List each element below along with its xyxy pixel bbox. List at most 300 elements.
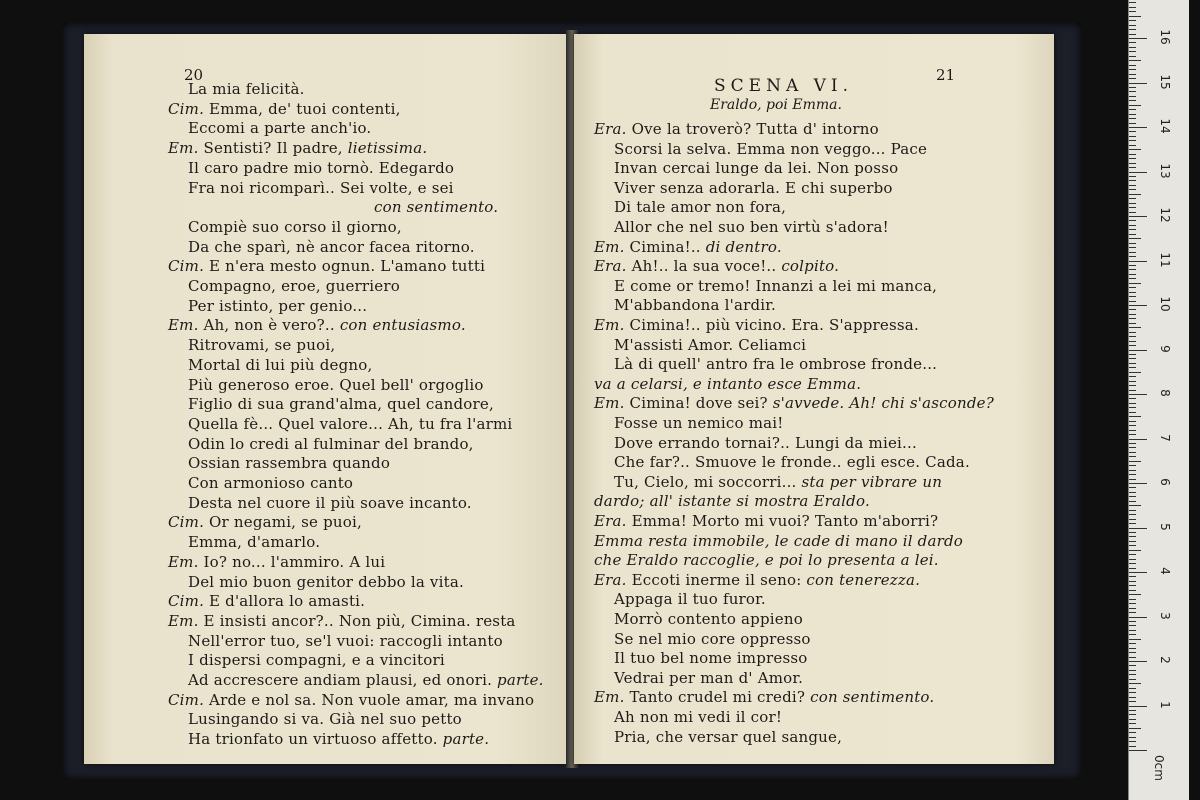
- ruler-tick: [1129, 688, 1136, 689]
- ruler-tick: [1129, 479, 1136, 480]
- ruler-tick: [1129, 657, 1136, 658]
- ruler-tick: [1129, 563, 1136, 564]
- ruler-tick: [1129, 2, 1136, 3]
- ruler-tick: [1129, 247, 1136, 248]
- text-line: [188, 415, 512, 433]
- text-line: [188, 435, 474, 453]
- ruler-number: 2: [1158, 656, 1172, 664]
- ruler-tick: [1129, 470, 1136, 471]
- ruler-tick: [1129, 452, 1136, 453]
- speaker-name: Era.: [594, 570, 627, 589]
- stage-direction: con entusiasmo.: [339, 316, 466, 335]
- verse-text: Cimina!..: [629, 237, 701, 256]
- verse-text: Se nel mio core oppresso: [614, 629, 811, 648]
- verse-text: E n'era mesto ognun. L'amano tutti: [209, 257, 486, 276]
- ruler-tick: [1129, 612, 1136, 613]
- text-line: [594, 394, 994, 412]
- verse-text: Ah, non è vero?..: [203, 316, 335, 335]
- ruler-tick: [1129, 376, 1136, 377]
- verse-text: Figlio di sua grand'alma, quel candore,: [188, 395, 494, 414]
- verse-text: Odin lo credi al fulminar del brando,: [188, 434, 474, 453]
- ruler-tick: [1129, 47, 1136, 48]
- text-line: [188, 277, 400, 295]
- text-line: [594, 492, 870, 510]
- stage-direction: dardo; all' istante si mostra Eraldo.: [594, 492, 870, 511]
- text-line: [614, 296, 776, 314]
- ruler-tick: [1129, 750, 1147, 751]
- text-line: [614, 140, 927, 158]
- speaker-name: Em.: [168, 316, 199, 335]
- verse-text: Di tale amor non fora,: [614, 198, 787, 217]
- ruler-tick: [1129, 710, 1136, 711]
- text-line: [168, 316, 466, 334]
- ruler-tick: [1129, 367, 1136, 368]
- stage-direction: s'avvede. Ah! chi s'asconde?: [772, 394, 994, 413]
- ruler-tick: [1129, 599, 1136, 600]
- ruler-tick: [1129, 109, 1136, 110]
- ruler-number: 8: [1158, 389, 1172, 397]
- ruler-tick: [1129, 519, 1136, 520]
- ruler-tick: [1129, 541, 1136, 542]
- verse-text: Tanto crudel mi credi?: [629, 688, 806, 707]
- ruler-tick: [1129, 283, 1141, 284]
- ruler-tick: [1129, 305, 1147, 306]
- text-line: [188, 297, 367, 315]
- text-line: [614, 355, 937, 373]
- ruler-tick: [1129, 714, 1136, 715]
- ruler-unit-label: 0cm: [1152, 755, 1166, 781]
- speaker-name: Era.: [594, 512, 627, 530]
- ruler-tick: [1129, 74, 1136, 75]
- ruler-tick: [1129, 60, 1141, 61]
- speaker-name: Cim.: [168, 257, 205, 276]
- ruler-tick: [1129, 648, 1136, 649]
- ruler-number: 16: [1158, 29, 1172, 45]
- text-line: [594, 375, 861, 393]
- text-line: [594, 551, 939, 569]
- text-line: [188, 395, 494, 413]
- ruler-tick: [1129, 20, 1136, 21]
- ruler-tick: [1129, 269, 1136, 270]
- ruler-number: 3: [1158, 611, 1172, 620]
- ruler-tick: [1129, 158, 1136, 159]
- ruler-tick: [1129, 523, 1136, 524]
- ruler-tick: [1129, 256, 1136, 257]
- ruler-tick: [1129, 385, 1136, 386]
- speaker-name: Em.: [594, 688, 625, 707]
- verse-text: Mortal di lui più degno,: [188, 355, 373, 374]
- ruler-tick: [1129, 25, 1136, 26]
- ruler-tick: [1129, 630, 1136, 631]
- ruler-tick: [1129, 447, 1136, 448]
- ruler-tick: [1129, 439, 1147, 440]
- ruler-tick: [1129, 105, 1141, 106]
- ruler-tick: [1129, 278, 1136, 279]
- ruler-tick: [1129, 51, 1136, 52]
- text-line: [168, 691, 534, 709]
- ruler-tick: [1129, 243, 1136, 244]
- ruler-tick: [1129, 532, 1136, 533]
- ruler-tick: [1129, 496, 1136, 497]
- text-line: [168, 100, 401, 118]
- verse-text: Lusingando si va. Già nel suo petto: [188, 710, 462, 729]
- verse-text: Cimina!.. più vicino. Era. S'appressa.: [629, 316, 919, 334]
- ruler-tick: [1129, 292, 1136, 293]
- ruler-tick: [1129, 318, 1136, 319]
- text-line: [168, 139, 427, 157]
- speaker-name: Era.: [594, 257, 627, 276]
- ruler-number: 1: [1158, 700, 1172, 709]
- ruler-tick: [1129, 585, 1136, 586]
- text-line: [168, 257, 485, 275]
- ruler-tick: [1129, 505, 1141, 506]
- text-line: [188, 651, 445, 669]
- ruler-tick: [1129, 327, 1141, 328]
- ruler-tick: [1129, 229, 1136, 230]
- text-line: [594, 120, 879, 138]
- ruler-tick: [1129, 550, 1141, 551]
- stage-direction: va a celarsi, e intanto esce Emma.: [594, 374, 862, 393]
- text-line: [614, 453, 970, 471]
- ruler-tick: [1129, 238, 1141, 239]
- ruler-tick: [1129, 528, 1147, 529]
- text-line: [614, 649, 807, 667]
- text-line: [168, 612, 516, 630]
- ruler-tick: [1129, 741, 1136, 742]
- verse-text: Or negami, se puoi,: [209, 513, 362, 532]
- text-line: [614, 198, 786, 216]
- ruler-tick: [1129, 665, 1136, 666]
- verse-text: Più generoso eroe. Quel bell' orgoglio: [188, 375, 484, 394]
- ruler-tick: [1129, 554, 1136, 555]
- verse-text: Sentisti? Il padre,: [203, 139, 343, 158]
- ruler-tick: [1129, 29, 1136, 30]
- ruler-number: 7: [1158, 433, 1172, 442]
- verse-text: Per istinto, per genio...: [188, 296, 368, 315]
- verse-text: Quella fè... Quel valore... Ah, tu fra l'armi: [188, 414, 513, 433]
- ruler-tick: [1129, 683, 1141, 684]
- verse-text: Invan cercai lunge da lei. Non posso: [614, 159, 899, 178]
- speaker-name: Em.: [594, 316, 625, 334]
- ruler-number: [1158, 0, 1172, 3]
- ruler-tick: [1129, 732, 1136, 733]
- ruler-tick: [1129, 661, 1147, 662]
- ruler-tick: [1129, 145, 1136, 146]
- speaker-name: Em.: [594, 237, 625, 256]
- verse-text: Io? no... l'ammiro. A lui: [203, 552, 386, 571]
- ruler-tick: [1129, 336, 1136, 337]
- ruler-tick: [1129, 140, 1136, 141]
- speaker-name: Cim.: [168, 690, 205, 709]
- page-number-left: 20: [184, 66, 204, 84]
- speaker-name: Cim.: [168, 513, 205, 532]
- verse-text: M'abbandona l'ardir.: [614, 296, 776, 315]
- ruler-tick: [1129, 207, 1136, 208]
- stage-direction: parte.: [497, 671, 544, 689]
- ruler-tick: [1129, 608, 1136, 609]
- text-line: [374, 198, 498, 216]
- ruler-tick: [1129, 323, 1136, 324]
- verse-text: E come or tremo! Innanzi a lei mi manca,: [614, 276, 938, 295]
- stage-direction: di dentro.: [705, 237, 782, 256]
- ruler-tick: [1129, 65, 1136, 66]
- ruler-number: 15: [1158, 73, 1172, 90]
- ruler-tick: [1129, 536, 1136, 537]
- text-line: [188, 632, 503, 650]
- ruler-tick: [1129, 492, 1136, 493]
- text-line: [594, 532, 963, 550]
- verse-text: La mia felicità.: [188, 80, 305, 98]
- text-line: [188, 376, 484, 394]
- ruler-tick: [1129, 100, 1136, 101]
- ruler-tick: [1129, 154, 1136, 155]
- ruler-tick: [1129, 723, 1136, 724]
- ruler-tick: [1129, 706, 1147, 707]
- verse-text: Emma, d'amarlo.: [188, 533, 321, 552]
- ruler-tick: [1129, 674, 1136, 675]
- verse-text: Là di quell' antro fra le ombrose fronde...: [614, 355, 938, 374]
- ruler-number: 11: [1158, 251, 1172, 268]
- ruler-tick: [1129, 11, 1136, 12]
- ruler-tick: [1129, 83, 1147, 84]
- verse-text: Ah!.. la sua voce!..: [631, 257, 777, 276]
- verse-text: I dispersi compagni, e a vincitori: [188, 651, 445, 670]
- ruler-tick: [1129, 372, 1141, 373]
- text-line: [594, 238, 782, 256]
- verse-text: Ritrovami, se puoi,: [188, 336, 336, 355]
- verse-text: Del mio buon genitor debbo la vita.: [188, 572, 464, 591]
- ruler-tick: [1129, 234, 1136, 235]
- ruler-tick: [1129, 203, 1136, 204]
- ruler-tick: [1129, 625, 1136, 626]
- ruler-tick: [1129, 701, 1136, 702]
- ruler-tick: [1129, 746, 1136, 747]
- ruler-tick: [1129, 180, 1136, 181]
- stage-direction: parte.: [442, 730, 490, 749]
- verse-text: Da che sparì, nè ancor facea ritorno.: [188, 237, 475, 256]
- ruler-tick: [1129, 510, 1136, 511]
- text-line: [614, 708, 782, 726]
- text-line: [188, 80, 305, 98]
- ruler-tick: [1129, 501, 1136, 502]
- verse-text: Nell'error tuo, se'l vuoi: raccogli intanto: [188, 631, 503, 650]
- text-line: [168, 513, 362, 531]
- verse-text: E d'allora lo amasti.: [209, 592, 366, 611]
- text-line: [614, 728, 842, 746]
- ruler-tick: [1129, 421, 1136, 422]
- ruler-tick: [1129, 252, 1136, 253]
- verse-text: Il caro padre mio tornò. Edegardo: [188, 158, 455, 177]
- verse-text: Compiè suo corso il giorno,: [188, 217, 402, 236]
- stage-direction: sta per vibrare un: [801, 472, 943, 491]
- text-line: [614, 630, 811, 648]
- ruler-tick: [1129, 265, 1136, 266]
- verse-text: Eccoti inerme il seno:: [631, 570, 802, 589]
- text-line: [188, 573, 464, 591]
- text-line: [594, 512, 938, 530]
- ruler-tick: [1129, 314, 1136, 315]
- verse-text: M'assisti Amor. Celiamci: [614, 335, 807, 354]
- speaker-name: Em.: [594, 394, 625, 413]
- ruler-tick: [1129, 381, 1136, 382]
- text-line: [188, 179, 454, 197]
- ruler-tick: [1129, 127, 1147, 128]
- ruler-number: 10: [1158, 296, 1172, 312]
- ruler-tick: [1129, 728, 1141, 729]
- verse-text: Ossian rassembra quando: [188, 454, 391, 473]
- ruler-tick: [1129, 69, 1136, 70]
- stage-direction: Emma resta immobile, le cade di mano il dardo: [594, 531, 964, 550]
- ruler-tick: [1129, 225, 1136, 226]
- ruler-tick: [1129, 568, 1136, 569]
- verse-text: Tu, Cielo, mi soccorri...: [614, 472, 797, 491]
- text-line: [188, 336, 335, 354]
- ruler-tick: [1129, 416, 1141, 417]
- ruler-tick: [1129, 91, 1136, 92]
- ruler-tick: [1129, 261, 1147, 262]
- stage-direction: con sentimento.: [374, 198, 499, 217]
- text-line: [188, 119, 371, 137]
- ruler-tick: [1129, 358, 1136, 359]
- verse-text: Emma! Morto mi vuoi? Tanto m'aborri?: [631, 512, 939, 530]
- text-line: [188, 356, 372, 374]
- scene-title: SCENA VI.: [714, 76, 854, 96]
- ruler-tick: [1129, 737, 1136, 738]
- ruler-tick: [1129, 594, 1141, 595]
- ruler-tick: [1129, 621, 1136, 622]
- text-line: [188, 454, 390, 472]
- ruler-tick: [1129, 639, 1141, 640]
- ruler-tick: [1129, 634, 1136, 635]
- ruler-tick: [1129, 398, 1136, 399]
- verse-text: Il tuo bel nome impresso: [614, 649, 808, 668]
- verse-text: Appaga il tuo furor.: [614, 590, 766, 609]
- scene-subtitle: Eraldo, poi Emma.: [710, 97, 842, 113]
- ruler-tick: [1129, 212, 1136, 213]
- verse-text: Desta nel cuore il più soave incanto.: [188, 493, 472, 512]
- speaker-name: Em.: [168, 611, 199, 630]
- ruler-tick: [1129, 652, 1136, 653]
- ruler-tick: [1129, 403, 1136, 404]
- text-line: [614, 473, 942, 491]
- text-line: [188, 238, 475, 256]
- verse-text: Scorsi la selva. Emma non veggo... Pace: [614, 139, 928, 158]
- verse-text: Ove la troverò? Tutta d' intorno: [631, 120, 879, 138]
- verse-text: Ha trionfato un virtuoso affetto.: [188, 730, 438, 749]
- ruler-tick: [1129, 603, 1136, 604]
- verse-text: Ah non mi vedi il cor!: [614, 708, 783, 726]
- ruler-tick: [1129, 87, 1136, 88]
- ruler-tick: [1129, 474, 1136, 475]
- ruler-tick: [1129, 198, 1136, 199]
- ruler-tick: [1129, 456, 1136, 457]
- ruler-number: 14: [1158, 118, 1172, 134]
- right-page: [574, 34, 1054, 764]
- text-line: [168, 592, 365, 610]
- ruler-tick: [1129, 576, 1136, 577]
- ruler-tick: [1129, 719, 1136, 720]
- ruler-tick: [1129, 301, 1136, 302]
- ruler-tick: [1129, 96, 1136, 97]
- ruler-tick: [1129, 443, 1136, 444]
- ruler-tick: [1129, 581, 1136, 582]
- verse-text: Morrò contento appieno: [614, 610, 803, 628]
- ruler-tick: [1129, 350, 1147, 351]
- ruler-tick: [1129, 670, 1136, 671]
- ruler-tick: [1129, 123, 1136, 124]
- text-line: [168, 553, 385, 571]
- text-line: [594, 257, 839, 275]
- text-line: [594, 571, 920, 589]
- speaker-name: Cim.: [168, 99, 205, 118]
- stage-direction: che Eraldo raccoglie, e poi lo presenta a lei.: [594, 551, 939, 570]
- stage-direction: colpito.: [781, 257, 840, 276]
- ruler-tick: [1129, 572, 1147, 573]
- verse-text: Cimina! dove sei?: [629, 394, 768, 413]
- ruler-tick: [1129, 7, 1136, 8]
- text-line: [594, 688, 934, 706]
- ruler-number: 12: [1158, 207, 1172, 223]
- verse-text: Allor che nel suo ben virtù s'adora!: [614, 218, 889, 236]
- text-line: [614, 277, 937, 295]
- text-line: [614, 218, 889, 236]
- ruler-tick: [1129, 220, 1136, 221]
- ruler-tick: [1129, 296, 1136, 297]
- text-line: [188, 730, 489, 748]
- speaker-name: Em.: [168, 552, 199, 571]
- ruler-tick: [1129, 354, 1136, 355]
- ruler-tick: [1129, 617, 1147, 618]
- ruler-tick: [1129, 412, 1136, 413]
- stage-direction: con sentimento.: [810, 688, 935, 707]
- ruler-number: 4: [1158, 567, 1172, 575]
- ruler-tick: [1129, 176, 1136, 177]
- left-page: [84, 34, 570, 764]
- ruler-tick: [1129, 430, 1136, 431]
- verse-text: Fosse un nemico mai!: [614, 414, 784, 432]
- page-number-right: 21: [936, 66, 956, 84]
- text-line: [188, 710, 462, 728]
- text-line: [614, 610, 803, 628]
- ruler-tick: [1129, 394, 1147, 395]
- stage-direction: lietissima.: [347, 139, 428, 158]
- ruler-tick: [1129, 363, 1136, 364]
- ruler-tick: [1129, 461, 1141, 462]
- verse-text: Fra noi ricomparì.. Sei volte, e sei: [188, 178, 454, 197]
- ruler-tick: [1129, 309, 1136, 310]
- verse-text: Emma, de' tuoi contenti,: [209, 99, 401, 118]
- ruler-tick: [1129, 643, 1136, 644]
- ruler-number: 6: [1158, 478, 1172, 486]
- ruler-tick: [1129, 465, 1136, 466]
- ruler-tick: [1129, 341, 1136, 342]
- verse-text: Viver senza adorarla. E chi superbo: [614, 178, 893, 197]
- text-line: [188, 218, 402, 236]
- ruler-number: 9: [1158, 344, 1172, 353]
- ruler-tick: [1129, 274, 1136, 275]
- measuring-ruler: [1128, 0, 1189, 800]
- ruler-tick: [1129, 78, 1136, 79]
- ruler-tick: [1129, 545, 1136, 546]
- verse-text: Che far?.. Smuove le fronde.. egli esce. Cada.: [614, 453, 970, 472]
- stage-direction: con tenerezza.: [806, 570, 921, 589]
- verse-text: Arde e nol sa. Non vuole amar, ma invano: [209, 690, 535, 709]
- ruler-tick: [1129, 38, 1147, 39]
- ruler-tick: [1129, 434, 1136, 435]
- ruler-tick: [1129, 118, 1136, 119]
- ruler-tick: [1129, 56, 1136, 57]
- text-line: [188, 494, 472, 512]
